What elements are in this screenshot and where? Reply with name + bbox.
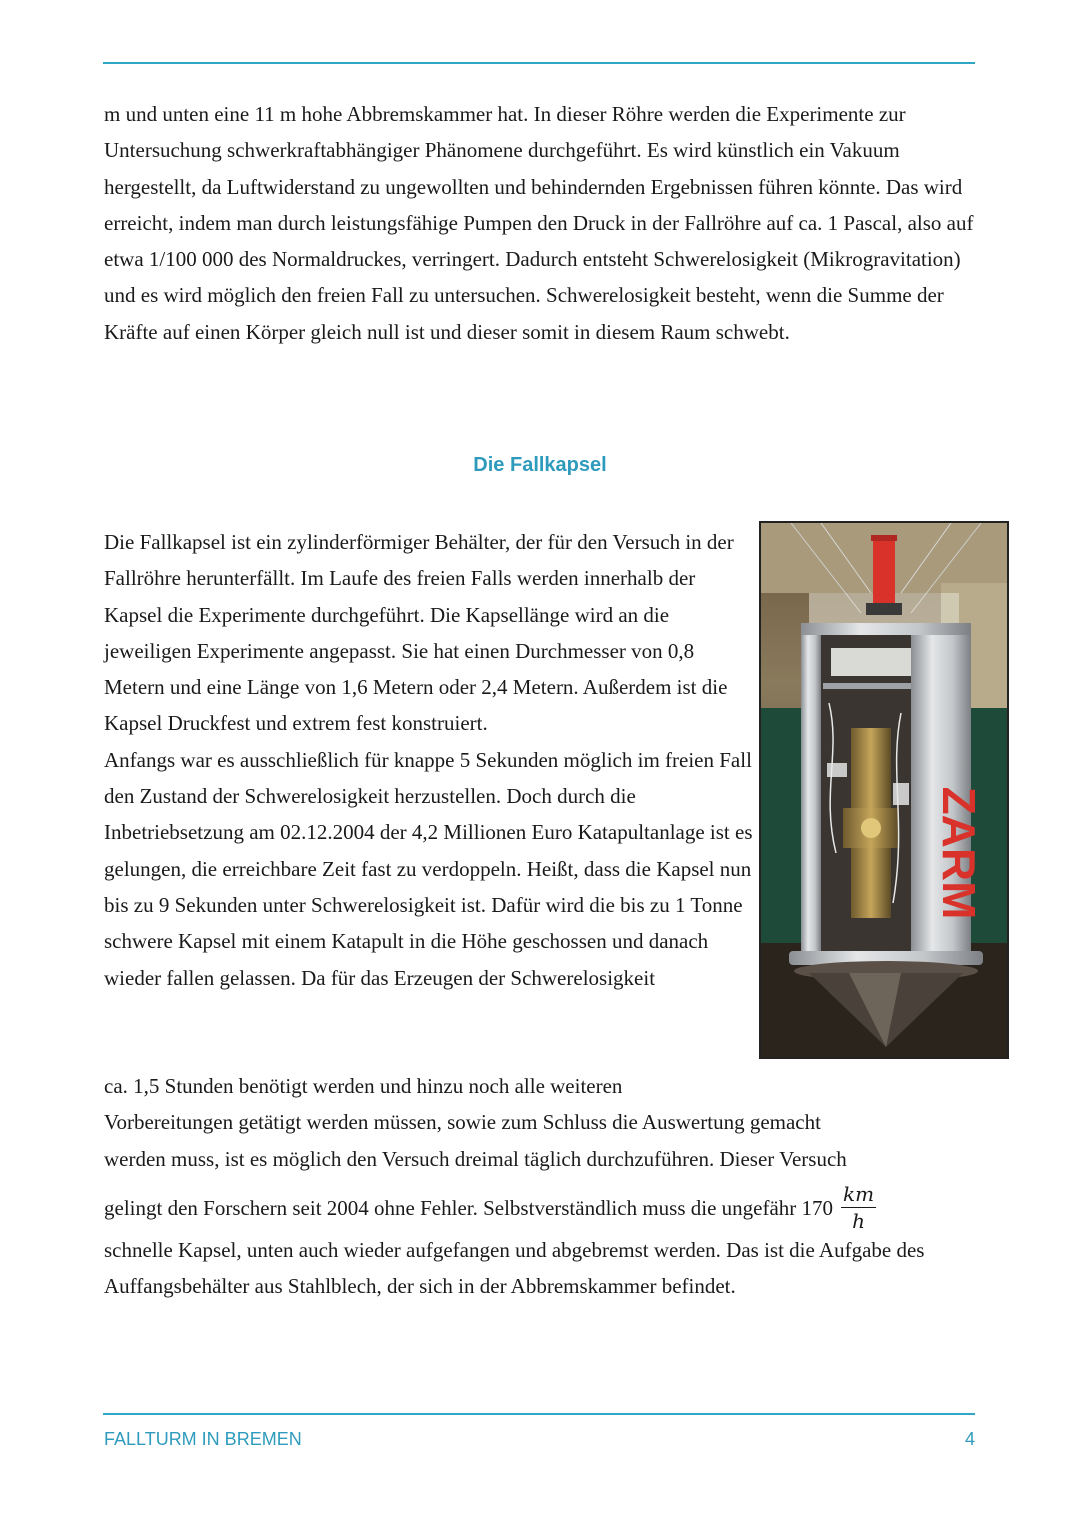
- text-line: Vorbereitungen getätigt werden müssen, sowie zum Schluss die Auswertung gemacht: [104, 1110, 821, 1135]
- header-rule: [103, 62, 975, 64]
- drop-capsule-photo: [759, 521, 1009, 1059]
- text-line: werden muss, ist es möglich den Versuch dreimal täglich durchzuführen. Dieser Versuch: [104, 1146, 847, 1171]
- fraction-denominator: h: [852, 1208, 866, 1233]
- drop-capsule-illustration: [761, 523, 1007, 1057]
- intro-paragraph: m und unten eine 11 m hohe Abbremskammer hat. In dieser Röhre werden die Experimente zur Untersuchung schwerkraftabhängiger Phänomene durchgeführt. Es wird künstlich ein Vakuum hergestellt, da Luftwiderstand zu ungewollten und behindernden Ergebnissen führen könnte. Das wird erreicht, indem man durch leistungsfähige Pumpen den Druck in der Fallröhre auf ca. 1 Pascal, also auf etwa 1/100 000 des Normaldruckes, verringert. Dadurch entsteht Schwerelosigkeit (Mikrogravitation) und es wird möglich den freien Fall zu untersuchen. Schwerelosigkeit besteht, wenn die Summe der Kräfte auf einen Körper gleich null ist und dieser somit in diesem Raum schwebt.: [104, 102, 974, 344]
- speed-unit-fraction: [841, 1183, 876, 1232]
- continued-text-block: [104, 1068, 984, 1304]
- footer-rule: [103, 1413, 975, 1415]
- capsule-paragraph-2: Anfangs war es ausschließlich für knappe 5 Sekunden möglich im freien Fall den Zustand der Schwerelosigkeit herzustellen. Doch durch die Inbetriebsetzung am 02.12.2004 der 4,2 Millionen Euro Katapultanlage ist es gelungen, die erreichbare Zeit fast zu verdoppeln. Heißt, dass die Kapsel nun bis zu 9 Sekunden unter Schwerelosigkeit ist. Dafür wird die bis zu 1 Tonne schwere Kapsel mit einem Katapult in die Höhe geschossen und danach wieder fallen gelassen. Da für das Erzeugen der Schwerelosigkeit: [104, 747, 753, 990]
- closing-paragraph: schnelle Kapsel, unten auch wieder aufgefangen und abgebremst werden. Das ist die Aufgabe des Auffangsbehälter aus Stahlblech, der sich in der Abbremskammer befindet.: [104, 1237, 925, 1299]
- capsule-text-column: [104, 524, 754, 996]
- footer-title: FALLTURM IN BREMEN: [104, 1429, 302, 1449]
- fraction-numerator: km: [843, 1181, 875, 1206]
- text-line: gelingt den Forschern seit 2004 ohne Fehler. Selbstverständlich muss die ungefähr 170: [104, 1195, 834, 1220]
- capsule-paragraph-1: Die Fallkapsel ist ein zylinderförmiger Behälter, der für den Versuch in der Fallröhre herunterfällt. Im Laufe des freien Falls werden innerhalb der Kapsel die Experimente durchgeführt. Die Kapsellänge wird an die jeweiligen Experimente angepasst. Sie hat einen Durchmesser von 0,8 Metern und eine Länge von 1,6 Metern oder 2,4 Metern. Außerdem ist die Kapsel Druckfest und extrem fest konstruiert.: [104, 530, 734, 736]
- speed-line: [104, 1177, 984, 1233]
- zarm-logo: ZARM: [933, 786, 985, 920]
- page-number: 4: [964, 1429, 975, 1449]
- text-line: ca. 1,5 Stunden benötigt werden und hinzu noch alle weiteren: [104, 1074, 623, 1098]
- section-heading: Die Fallkapsel: [473, 454, 607, 476]
